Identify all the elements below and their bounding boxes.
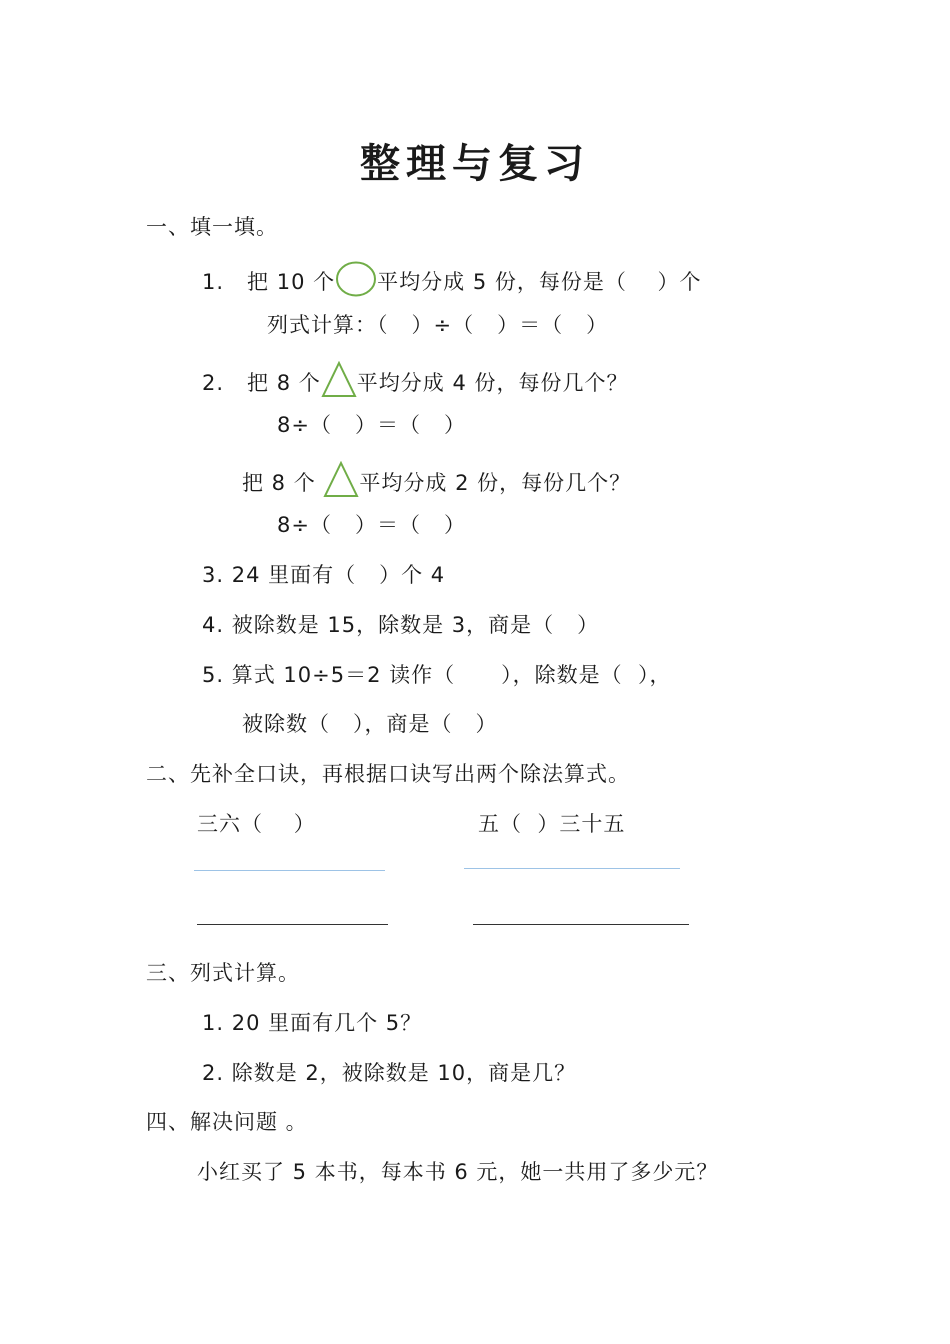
rhyme-left: 三六（ ） [197, 812, 316, 836]
q2-sub-after: 平均分成 2 份，每份几个？ [359, 471, 632, 495]
q5-line2: 被除数（ ），商是（ ） [242, 712, 498, 736]
q5-line1: 5. 算式 10÷5＝2 读作（ ），除数是（ ）， [202, 663, 672, 687]
q2-sub-line [242, 461, 631, 507]
q2-after: 平均分成 4 份，每份几个？ [356, 371, 629, 395]
q4: 4. 被除数是 15，除数是 3，商是（ ） [202, 613, 600, 637]
q2-eq1: 8÷（ ）＝（ ） [277, 413, 467, 437]
q2-before: 2. 把 8 个 [202, 371, 321, 395]
s3-q1: 1. 20 里面有几个 5？ [202, 1011, 423, 1035]
q1-calc: 列式计算：（ ）÷（ ）＝（ ） [267, 313, 609, 337]
q1-line [202, 261, 702, 305]
answer-line-1[interactable] [194, 870, 385, 871]
answer-line-2[interactable] [464, 868, 680, 869]
circle-icon [335, 261, 377, 305]
q2-sub-before: 把 8 个 [242, 471, 324, 495]
q2-line [202, 361, 629, 407]
answer-line-4[interactable] [473, 924, 689, 925]
triangle-icon [323, 461, 359, 507]
s3-q2: 2. 除数是 2，被除数是 10，商是几？ [202, 1061, 577, 1085]
q2-eq2: 8÷（ ）＝（ ） [277, 513, 467, 537]
section4-heading: 四、解决问题 。 [146, 1110, 308, 1134]
s4-q1: 小红买了 5 本书，每本书 6 元，她一共用了多少元？ [197, 1160, 719, 1184]
rhyme-right: 五（ ）三十五 [478, 812, 626, 836]
q1-before: 1. 把 10 个 [202, 270, 336, 294]
q3: 3. 24 里面有（ ）个 4 [202, 563, 446, 587]
section3-heading: 三、列式计算。 [146, 961, 300, 985]
answer-line-3[interactable] [197, 924, 388, 925]
section1-heading: 一、填一填。 [146, 215, 278, 239]
triangle-icon [321, 361, 357, 407]
q1-after: 平均分成 5 份，每份是（ ）个 [377, 270, 702, 294]
section2-heading: 二、先补全口诀，再根据口诀写出两个除法算式。 [146, 762, 630, 786]
page-title: 整理与复习 [360, 140, 590, 187]
